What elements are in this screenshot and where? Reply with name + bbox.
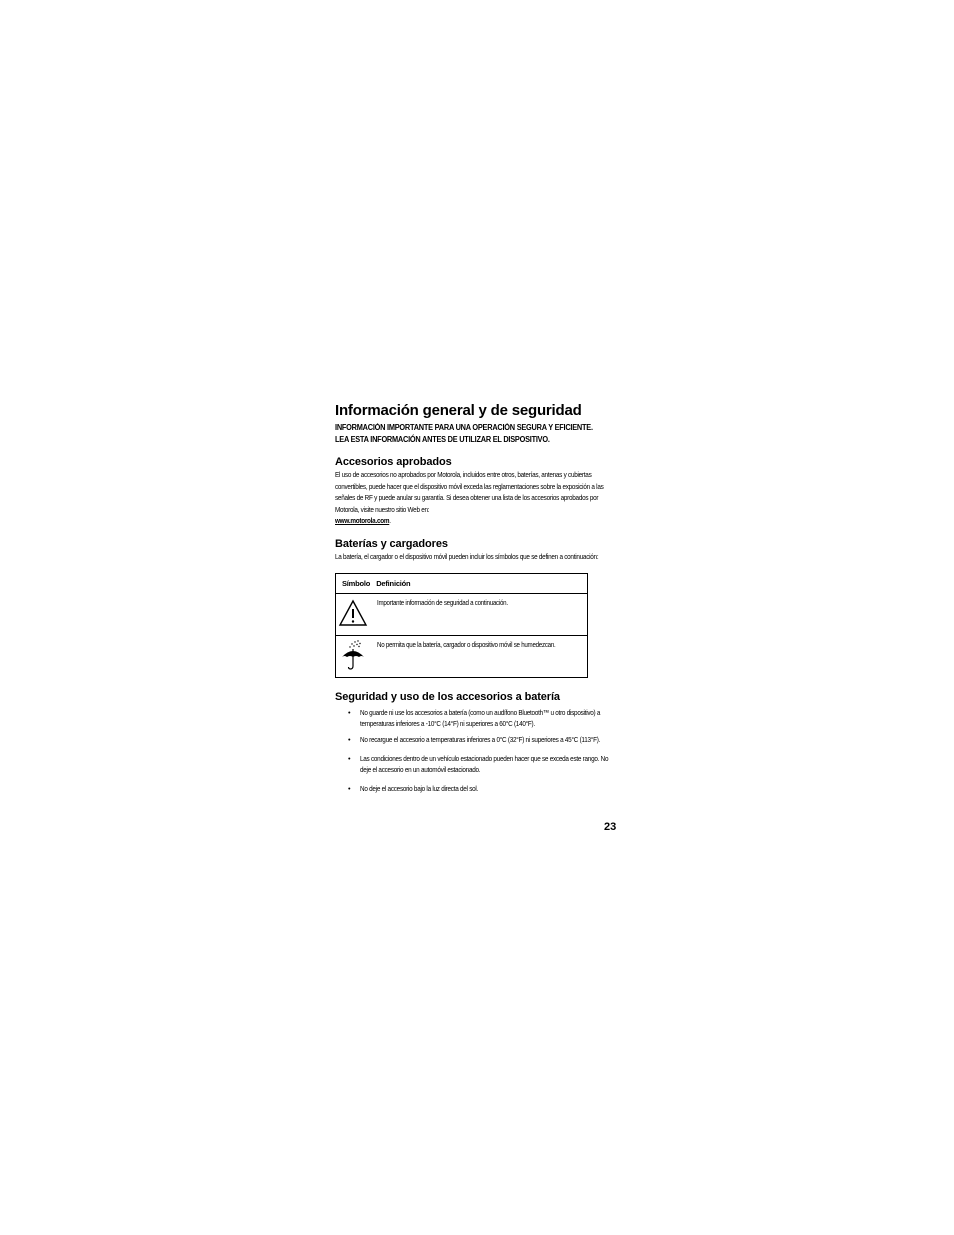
accessories-section (335, 455, 619, 527)
table-row (336, 594, 588, 636)
definition-text: No permita que la batería, cargador o dispositivo móvil se humedezcan. (377, 640, 556, 649)
list-item-text: No deje el accesorio bajo la luz directa del sol. (360, 784, 479, 793)
important-notice-line-2: LEA ESTA INFORMACIÓN ANTES DE UTILIZAR EL DISPOSITIVO. (335, 435, 550, 444)
symbol-table (335, 573, 588, 678)
symbol-table-header (336, 574, 588, 594)
battery-safety-heading: Seguridad y uso de los accesorios a batería (335, 691, 560, 703)
battery-safety-list (335, 707, 619, 794)
page-content (335, 402, 619, 799)
definition-column-header: Definición (370, 574, 588, 594)
list-item-text: No guarde ni use los accesorios a batería (como un audífono Bluetooth™ u otro dispositivo) a temperaturas inferiores a -10°C (14°F) ni superiores a 60°C (140°F). (360, 708, 601, 728)
bullet-icon: • (348, 754, 351, 763)
list-item-text: No recargue el accesorio a temperaturas inferiores a 0°C (32°F) ni superiores a 45°C (113°F). (360, 735, 601, 744)
warning-triangle-icon (338, 598, 368, 628)
symbol-column-header: Símbolo (336, 574, 371, 594)
accessories-heading: Accesorios aprobados (335, 456, 452, 468)
batteries-heading: Baterías y cargadores (335, 537, 448, 550)
battery-safety-section (335, 690, 619, 794)
batteries-paragraph: La batería, el cargador o el dispositivo móvil pueden incluir los símbolos que se definen a continuación: (335, 551, 599, 561)
batteries-section (335, 537, 619, 563)
symbol-cell (336, 636, 371, 678)
important-notice-line-1: INFORMACIÓN IMPORTANTE PARA UNA OPERACIÓN SEGURA Y EFICIENTE. (335, 423, 593, 432)
definition-cell (370, 636, 588, 678)
bullet-icon: • (348, 708, 351, 717)
table-row (336, 636, 588, 678)
page-number: 23 (604, 821, 617, 833)
list-item (335, 753, 619, 775)
important-notice (335, 422, 611, 446)
definition-cell (370, 594, 588, 636)
symbol-cell (336, 594, 371, 636)
list-item-text: Las condiciones dentro de un vehículo estacionado pueden hacer que se exceda este rango. No deje el accesorio en un automóvil estacionado. (360, 754, 609, 774)
link-period: . (389, 516, 391, 525)
umbrella-rain-icon (338, 639, 368, 671)
list-item (335, 734, 619, 745)
definition-text: Importante información de seguridad a continuación. (377, 598, 509, 607)
accessories-text: El uso de accesorios no aprobados por Motorola, incluidos entre otros, baterías, antenas y cubiertas convertibles, puede hacer que el dispositivo móvil exceda las reglamentaciones sobre la exposición a las señales de RF y puede anular su garantía. Si desea obtener una lista de los accesorios aprobados por Motorola, visite nuestro sitio Web en: (335, 470, 604, 514)
page-title: Información general y de seguridad (335, 402, 582, 419)
list-item (335, 783, 619, 794)
accessories-paragraph (335, 469, 619, 527)
list-item (335, 707, 619, 729)
bullet-icon: • (348, 735, 351, 744)
bullet-icon: • (348, 784, 351, 793)
motorola-link[interactable]: www.motorola.com (335, 516, 390, 525)
